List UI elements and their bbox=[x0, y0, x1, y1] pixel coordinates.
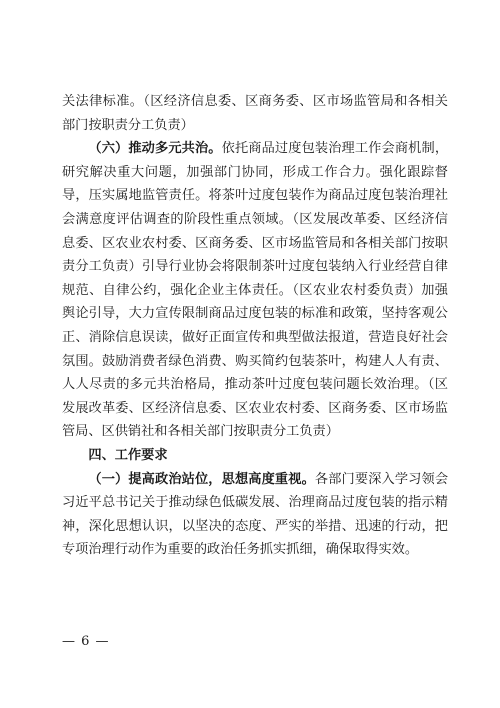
section-heading-text: 四、工作要求 bbox=[88, 447, 168, 463]
page-number: — 6 — bbox=[62, 634, 110, 649]
paragraph-continuation bbox=[62, 90, 448, 137]
paragraph-multi-governance bbox=[62, 137, 448, 444]
paragraph-political-stance bbox=[62, 468, 448, 562]
section-heading bbox=[62, 444, 448, 468]
document-body bbox=[62, 90, 448, 562]
paragraph-text: 关法律标准。（区经济信息委、区商务委、区市场监管局和各相关部门按职责分工负责） bbox=[62, 94, 448, 133]
paragraph-lead: （一）提高政治站位，思想高度重视。 bbox=[88, 471, 315, 487]
paragraph-text: 依托商品过度包装治理工作会商机制，研究解决重大问题，加强部门协同，形成工作合力。强化跟踪督导，压实属地监管责任。将茶叶过度包装作为商品过度包装治理社会满意度评估调查的阶段性重点领域。（区发展改革委、区经济信息委、区农业农村委、区商务委、区市场监管局和各相关部门按职责分工负责）引导行业协会将限制茶叶过度包装纳入行业经营自律规范、自律公约，强化企业主体责任。（区农业农村委负责）加强舆论引导，大力宣传限制商品过度包装的标准和政策，坚持客观公正、消除信息误读，做好正面宣传和典型做法报道，营造良好社会氛围。鼓励消费者绿色消费、购买简约包装茶叶，构建人人有责、人人尽责的多元共治格局，推动茶叶过度包装问题长效治理。（区发展改革委、区经济信息委、区农业农村委、区商务委、区市场监管局、区供销社和各相关部门按职责分工负责） bbox=[62, 141, 449, 440]
paragraph-text: 各部门要深入学习领会习近平总书记关于推动绿色低碳发展、治理商品过度包装的指示精神，深化思想认识，以坚决的态度、严实的举措、迅速的行动，把专项治理行动作为重要的政治任务抓实抓细，确保取得实效。 bbox=[62, 471, 449, 558]
paragraph-lead: （六）推动多元共治。 bbox=[88, 141, 222, 157]
